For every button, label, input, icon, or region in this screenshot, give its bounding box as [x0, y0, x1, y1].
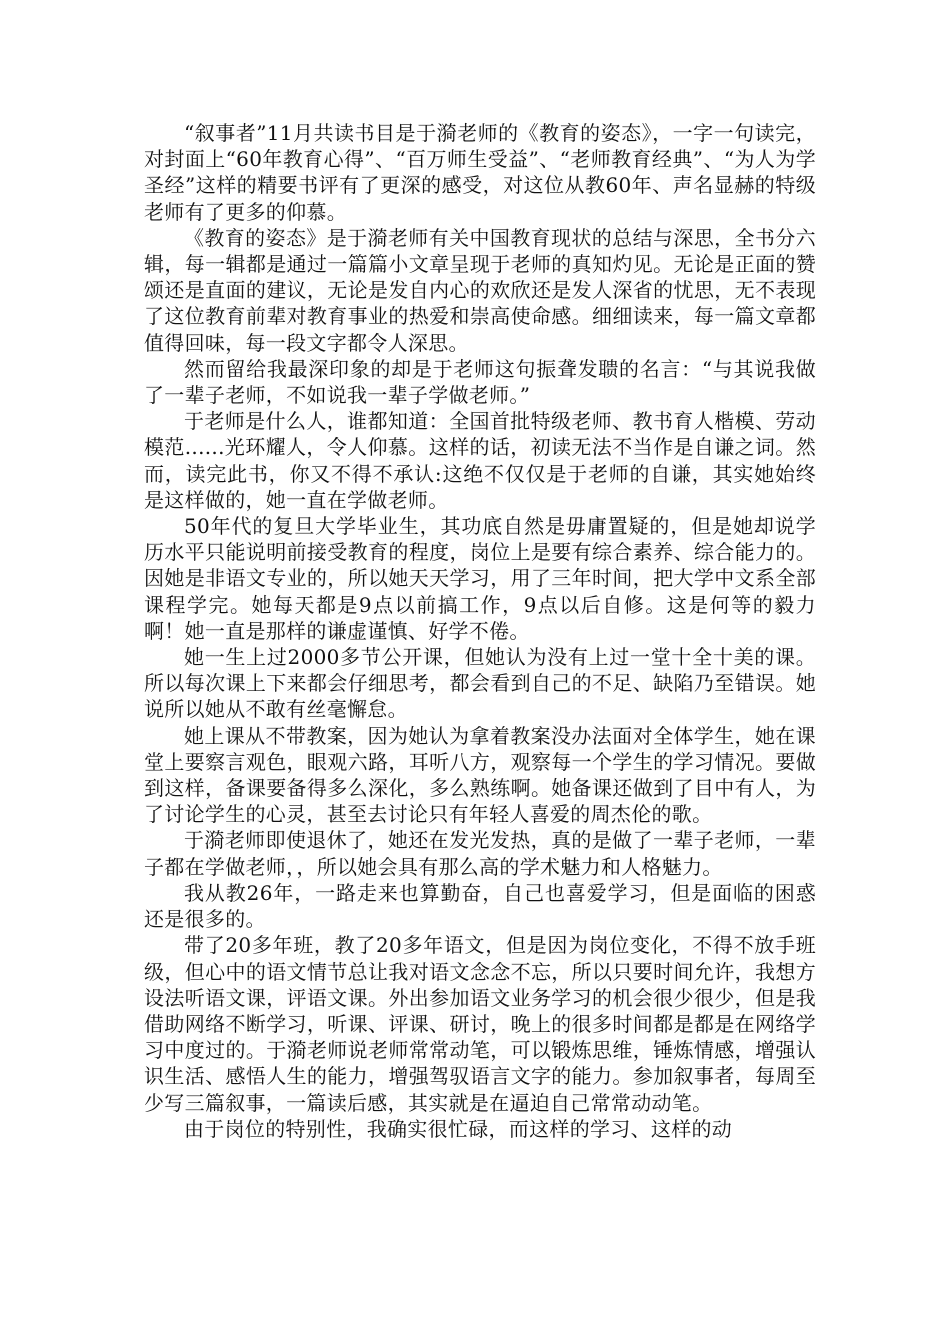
- paragraph-5: 50年代的复旦大学毕业生，其功底自然是毋庸置疑的，但是她却说学历水平只能说明前接受教育的程度，岗位上是要有综合素养、综合能力的。因她是非语文专业的，所以她天天学习，用了三年时间，把大学中文系全部课程学完。她每天都是9点以前搞工作，9点以后自修。这是何等的毅力啊！她一直是那样的谦虚谨慎、好学不倦。: [144, 514, 816, 643]
- paragraph-9: 我从教26年，一路走来也算勤奋，自己也喜爱学习，但是面临的困惑还是很多的。: [144, 880, 816, 932]
- document-page: [144, 120, 816, 1320]
- paragraph-10: 带了20多年班，教了20多年语文，但是因为岗位变化，不得不放手班级，但心中的语文情节总让我对语文念念不忘，所以只要时间允许，我想方设法听语文课，评语文课。外出参加语文业务学习的机会很少很少，但是我借助网络不断学习，听课、评课、研讨，晚上的很多时间都是都是在网络学习中度过的。于漪老师说老师常常动笔，可以锻炼思维，锤炼情感，增强认识生活、感悟人生的能力，增强驾驭语言文字的能力。参加叙事者，每周至少写三篇叙事，一篇读后感，其实就是在逼迫自己常常动动笔。: [144, 933, 816, 1115]
- paragraph-8: 于漪老师即使退休了，她还在发光发热，真的是做了一辈子老师，一辈子都在学做老师，，所以她会具有那么高的学术魅力和人格魅力。: [144, 828, 816, 879]
- paragraph-2: 《教育的姿态》是于漪老师有关中国教育现状的总结与深思，全书分六辑，每一辑都是通过一篇篇小文章呈现于老师的真知灼见。无论是正面的赞颂还是直面的建议，无论是发自内心的欢欣还是发人深省的忧思，无不表现了这位教育前辈对教育事业的热爱和崇高使命感。细细读来，每一篇文章都值得回味，每一段文字都令人深思。: [144, 225, 816, 355]
- paragraph-7: 她上课从不带教案，因为她认为拿着教案没办法面对全体学生，她在课堂上要察言观色，眼观六路，耳听八方，观察每一个学生的学习情况。要做到这样，备课要备得多么深化，多么熟练啊。她备课还做到了目中有人，为了讨论学生的心灵，甚至去讨论只有年轻人喜爱的周杰伦的歌。: [144, 723, 816, 827]
- paragraph-4: 于老师是什么人，谁都知道：全国首批特级老师、教书育人楷模、劳动模范......光环耀人，令人仰慕。这样的话，初读无法不当作是自谦之词。然而，读完此书，你又不得不承认:这绝不仅仅是于老师的自谦，其实她始终是这样做的，她一直在学做老师。: [144, 409, 816, 512]
- paragraph-3: 然而留给我最深印象的却是于老师这句振聋发聩的名言：“与其说我做了一辈子老师，不如说我一辈子学做老师。”: [144, 356, 816, 408]
- paragraph-11: 由于岗位的特别性，我确实很忙碌，而这样的学习、这样的动: [184, 1116, 733, 1141]
- paragraph-1: “叙事者”11月共读书目是于漪老师的《教育的姿态》，一字一句读完，对封面上“60年教育心得”、“百万师生受益”、“老师教育经典”、“为人为学圣经”这样的精要书评有了更深的感受，对这位从教60年、声名显赫的特级老师有了更多的仰慕。: [144, 121, 816, 224]
- paragraph-6: 她一生上过2000多节公开课，但她认为没有上过一堂十全十美的课。所以每次课上下来都会仔细思考，都会看到自己的不足、缺陷乃至错误。她说所以她从不敢有丝毫懈怠。: [144, 645, 816, 722]
